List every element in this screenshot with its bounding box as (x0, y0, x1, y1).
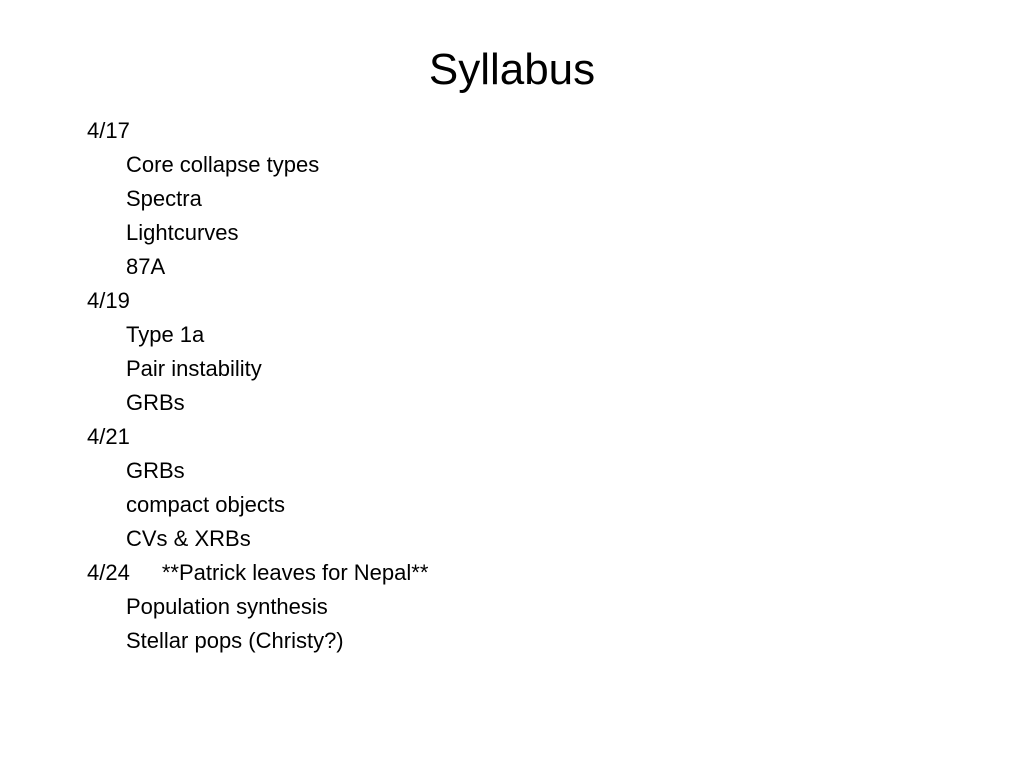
session-topic: Pair instability (126, 356, 262, 381)
session-note: **Patrick leaves for Nepal** (161, 560, 429, 585)
session-topic: Stellar pops (Christy?) (126, 628, 344, 653)
session-date-row (87, 556, 428, 590)
session-topic: Lightcurves (126, 220, 239, 245)
session-topic: Population synthesis (126, 594, 328, 619)
session-date: 4/24 (87, 560, 130, 585)
session-topic: 87A (126, 254, 166, 279)
slide-title: Syllabus (428, 45, 596, 94)
session-date: 4/19 (87, 288, 130, 313)
session-date: 4/21 (87, 424, 130, 449)
session-date: 4/17 (87, 118, 130, 143)
session-topic: Type 1a (126, 322, 205, 347)
session-topic: Spectra (126, 186, 202, 211)
session-topic: CVs & XRBs (126, 526, 251, 551)
session-topic: GRBs (126, 458, 185, 483)
session-topic: compact objects (126, 492, 285, 517)
syllabus-list (87, 114, 428, 658)
session-topic: GRBs (126, 390, 185, 415)
session-topic: Core collapse types (126, 152, 320, 177)
